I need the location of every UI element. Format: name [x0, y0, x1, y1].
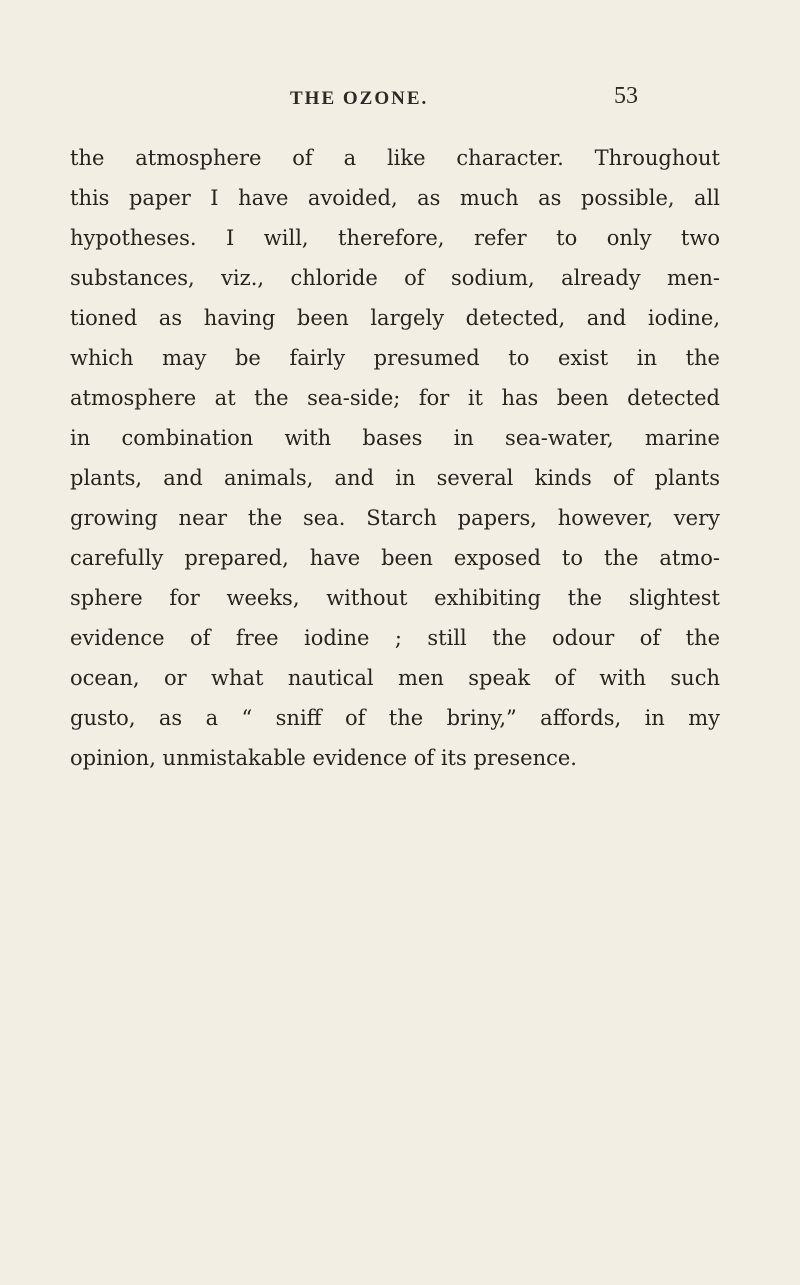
text-line: the atmosphere of a like character. Throughout [70, 146, 720, 170]
text-line: gusto, as a “ sniff of the briny,” affords, in my [70, 706, 720, 730]
text-line: atmosphere at the sea-side; for it has been detected [70, 386, 720, 410]
text-line: growing near the sea. Starch papers, however, very [70, 506, 720, 530]
text-line: evidence of free iodine ; still the odour of the [70, 626, 720, 650]
text-line: sphere for weeks, without exhibiting the slightest [70, 586, 720, 610]
text-line: ocean, or what nautical men speak of with such [70, 666, 720, 690]
text-line: opinion, unmistakable evidence of its presence. [70, 746, 577, 770]
running-head [0, 83, 800, 118]
text-line: carefully prepared, have been exposed to the atmo- [70, 546, 720, 570]
running-head-title: THE OZONE. [290, 88, 429, 109]
text-line: hypotheses. I will, therefore, refer to only two [70, 226, 720, 250]
text-line: this paper I have avoided, as much as possible, all [70, 186, 720, 210]
page-number: 53 [614, 83, 638, 109]
text-line: plants, and animals, and in several kinds of plants [70, 466, 720, 490]
body-paragraph [70, 138, 720, 778]
text-line: substances, viz., chloride of sodium, already men- [70, 266, 720, 290]
text-line: tioned as having been largely detected, and iodine, [70, 306, 720, 330]
text-line: which may be fairly presumed to exist in the [70, 346, 720, 370]
text-line: in combination with bases in sea-water, marine [70, 426, 720, 450]
